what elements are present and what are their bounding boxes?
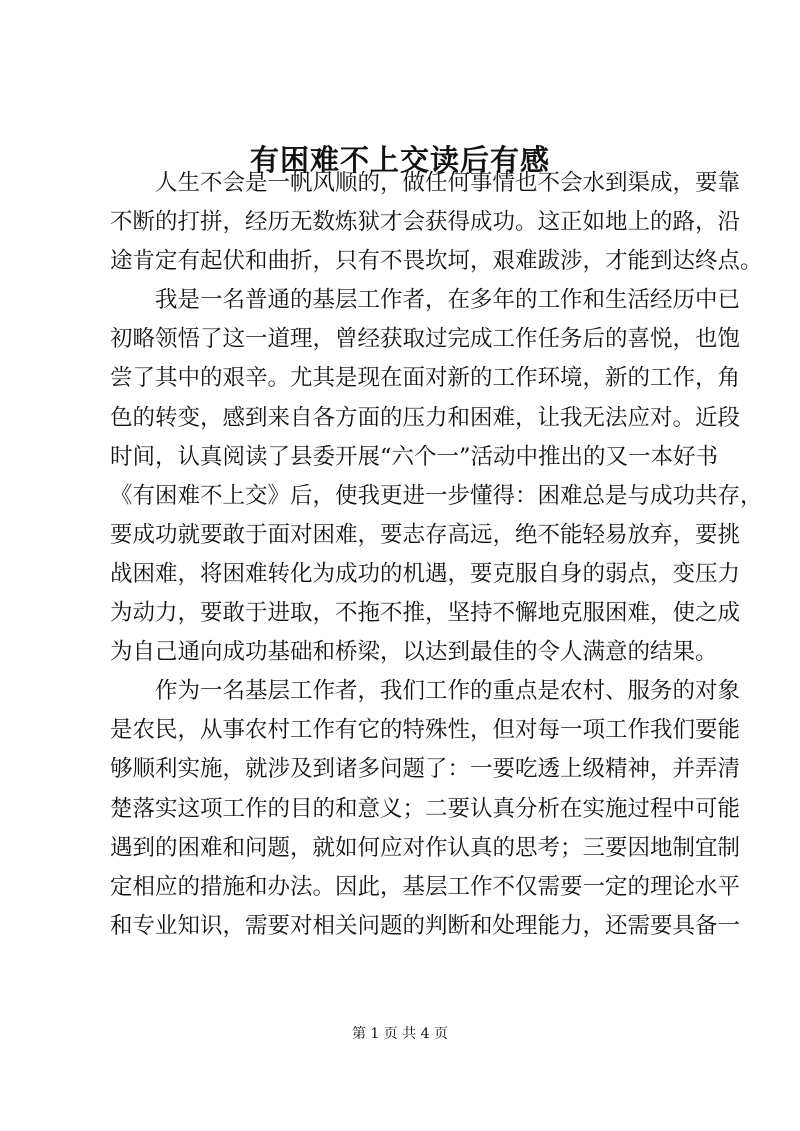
document-body <box>110 164 763 946</box>
text-line: 为自己通向成功基础和桥梁，以达到最佳的令人满意的结果。 <box>110 639 718 666</box>
text-line: 色的转变，感到来自各方面的压力和困难，让我无法应对。近段 <box>110 404 741 431</box>
text-line: 遇到的困难和问题，就如何应对作认真的思考；三要因地制宜制 <box>110 834 741 861</box>
text-line: 战困难，将困难转化为成功的机遇，要克服自身的弱点，变压力 <box>110 560 741 587</box>
text-line: 尝了其中的艰辛。尤其是现在面对新的工作环境，新的工作，角 <box>110 365 741 392</box>
text-line: 人生不会是一帆风顺的，做任何事情也不会水到渠成，要靠 <box>155 170 741 196</box>
text-line: 初略领悟了这一道理，曾经获取过完成工作任务后的喜悦，也饱 <box>110 326 741 353</box>
text-line: 《有困难不上交》后，使我更进一步懂得：困难总是与成功共存， <box>110 482 763 509</box>
text-line: 作为一名基层工作者，我们工作的重点是农村、服务的对象 <box>155 678 741 705</box>
text-line: 楚落实这项工作的目的和意义；二要认真分析在实施过程中可能 <box>110 795 741 822</box>
page-footer: 第 1 页 共 4 页 <box>351 1026 449 1042</box>
text-line: 要成功就要敢于面对困难，要志存高远，绝不能轻易放弃，要挑 <box>110 521 741 548</box>
text-line: 定相应的措施和办法。因此，基层工作不仅需要一定的理论水平 <box>110 873 741 900</box>
text-line: 是农民，从事农村工作有它的特殊性，但对每一项工作我们要能 <box>110 717 741 744</box>
text-line: 为动力，要敢于进取，不拖不推，坚持不懈地克服困难，使之成 <box>110 600 741 627</box>
text-line: 时间，认真阅读了县委开展“六个一”活动中推出的又一本好书 <box>110 443 719 470</box>
text-line: 我是一名普通的基层工作者，在多年的工作和生活经历中已 <box>155 287 741 314</box>
document-title: 有困难不上交读后有感 <box>249 143 550 177</box>
text-line: 和专业知识，需要对相关问题的判断和处理能力，还需要具备一 <box>110 912 741 939</box>
text-line: 途肯定有起伏和曲折，只有不畏坎坷，艰难跋涉，才能到达终点。 <box>110 248 763 275</box>
text-line: 够顺利实施，就涉及到诸多问题了：一要吃透上级精神，并弄清 <box>110 756 741 783</box>
text-line: 不断的打拼，经历无数炼狱才会获得成功。这正如地上的路，沿 <box>110 209 741 236</box>
